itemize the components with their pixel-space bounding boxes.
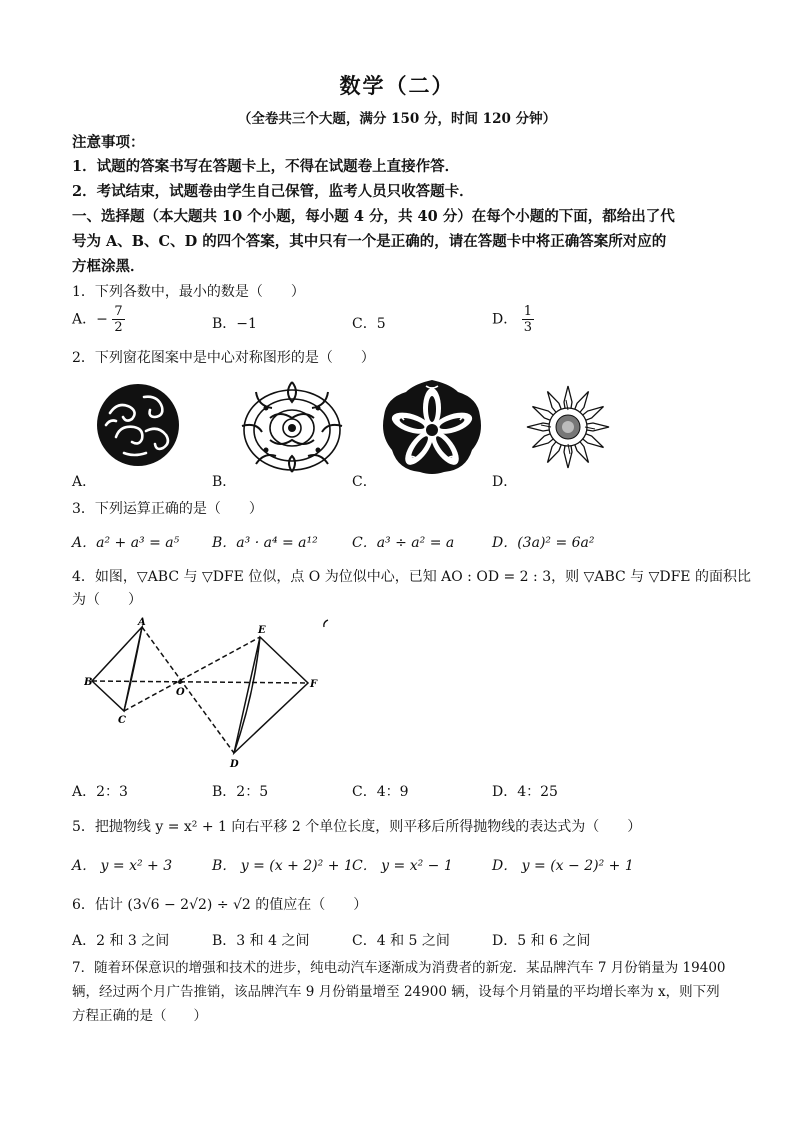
point-label-f: F (310, 679, 318, 690)
window-flower-d-image (520, 382, 616, 472)
q2-option-c: C． (352, 474, 377, 490)
fraction-denominator: 2 (114, 320, 123, 335)
note-item-2: 2．考试结束，试题卷由学生自己保管，监考人员只收答题卡． (72, 183, 474, 200)
section1-line3: 方框涂黑． (72, 258, 145, 275)
note-item-1: 1．试题的答案书写在答题卡上，不得在试题卷上直接作答． (72, 158, 460, 175)
q7-line2: 辆，经过两个月广告推销，该品牌汽车 9 月份销量增至 24900 辆，设每个月销量的平均增长率为 x，则下列 (72, 984, 720, 1000)
q4-option-b: B．2：5 (212, 784, 269, 800)
q1-option-a-label: A． (72, 311, 97, 328)
q6-option-a: A．2 和 3 之间 (72, 933, 170, 949)
q2-stem: 2．下列窗花图案中是中心对称图形的是（ ） (72, 350, 375, 366)
page-title: 数学（二） (339, 73, 455, 98)
homothety-figure (84, 615, 334, 775)
q6-option-d: D．5 和 6 之间 (492, 933, 591, 949)
section1-line2: 号为 A、B、C、D 的四个答案，其中只有一个是正确的，请在答题卡中将正确答案所对应的 (72, 233, 667, 250)
scan-mark-icon (322, 619, 330, 629)
q4-line1: 4．如图，▽ABC 与 ▽DFE 位似，点 O 为位似中心，已知 AO : OD = 2 : 3，则 ▽ABC 与 ▽DFE 的面积比 (72, 569, 751, 585)
fraction-numerator: 1 (523, 304, 532, 319)
exam-subtitle: （全卷共三个大题，满分 150 分，时间 120 分钟） (237, 111, 557, 127)
point-label-e: E (258, 625, 266, 636)
q6-stem: 6．估计 (3√6 − 2√2) ÷ √2 的值应在（ ） (72, 897, 368, 913)
q4-option-d: D．4：25 (492, 784, 558, 800)
q5-option-a: A． y = x² + 3 (72, 858, 173, 874)
q1-option-d-label: D． (492, 311, 518, 328)
q1-stem: 1．下列各数中，最小的数是（ ） (72, 284, 305, 300)
q2-option-b: B． (212, 474, 237, 490)
point-label-o: O (176, 687, 185, 698)
q1-option-b: B．−1 (212, 316, 257, 332)
q1-option-a-fraction (112, 304, 124, 335)
q5-stem: 5．把抛物线 y = x² + 1 向右平移 2 个单位长度，则平移后所得抛物线的表达式为（ ） (72, 819, 642, 835)
q1-option-c: C．5 (352, 316, 386, 332)
q3-option-c: C．a³ ÷ a² = a (352, 535, 455, 551)
q1-option-d-fraction (522, 304, 534, 335)
q1-option-a-sign: − (96, 311, 108, 328)
window-flower-c-image (380, 378, 484, 476)
q6-option-c: C．4 和 5 之间 (352, 933, 450, 949)
q1-option-a (72, 304, 125, 335)
q7-line1: 7．随着环保意识的增强和技术的进步，纯电动汽车逐渐成为消费者的新宠．某品牌汽车 7 月份销量为 19400 (72, 960, 726, 976)
point-label-c: C (118, 715, 126, 726)
q3-stem: 3．下列运算正确的是（ ） (72, 501, 263, 517)
point-label-a: A (138, 617, 146, 628)
q5-option-c: C． y = x² − 1 (352, 858, 453, 874)
q4-option-a: A．2：3 (72, 784, 128, 800)
q6-option-b: B．3 和 4 之间 (212, 933, 310, 949)
q5-option-d: D． y = (x − 2)² + 1 (492, 858, 634, 874)
q1-option-d (492, 304, 534, 335)
q4-option-c: C．4：9 (352, 784, 409, 800)
q5-option-b: B． y = (x + 2)² + 1 (212, 858, 353, 874)
fraction-numerator: 7 (114, 304, 123, 319)
fraction-denominator: 3 (523, 320, 532, 335)
q2-option-a: A． (72, 474, 97, 490)
point-label-d: D (230, 759, 239, 770)
q3-option-d: D．(3a)² = 6a² (492, 535, 595, 551)
q3-option-a: A．a² + a³ = a⁵ (72, 535, 180, 551)
q4-line2: 为（ ） (72, 592, 142, 608)
window-flower-b-image (236, 378, 348, 476)
window-flower-a-image (96, 383, 180, 467)
q2-option-d: D． (492, 474, 518, 490)
notes-heading: 注意事项： (72, 134, 145, 151)
section1-line1: 一、选择题（本大题共 10 个小题，每小题 4 分，共 40 分）在每个小题的下面，都给出了代 (72, 208, 675, 225)
q3-option-b: B．a³ · a⁴ = a¹² (212, 535, 318, 551)
q7-line3: 方程正确的是（ ） (72, 1008, 207, 1024)
point-label-b: B (84, 677, 93, 688)
